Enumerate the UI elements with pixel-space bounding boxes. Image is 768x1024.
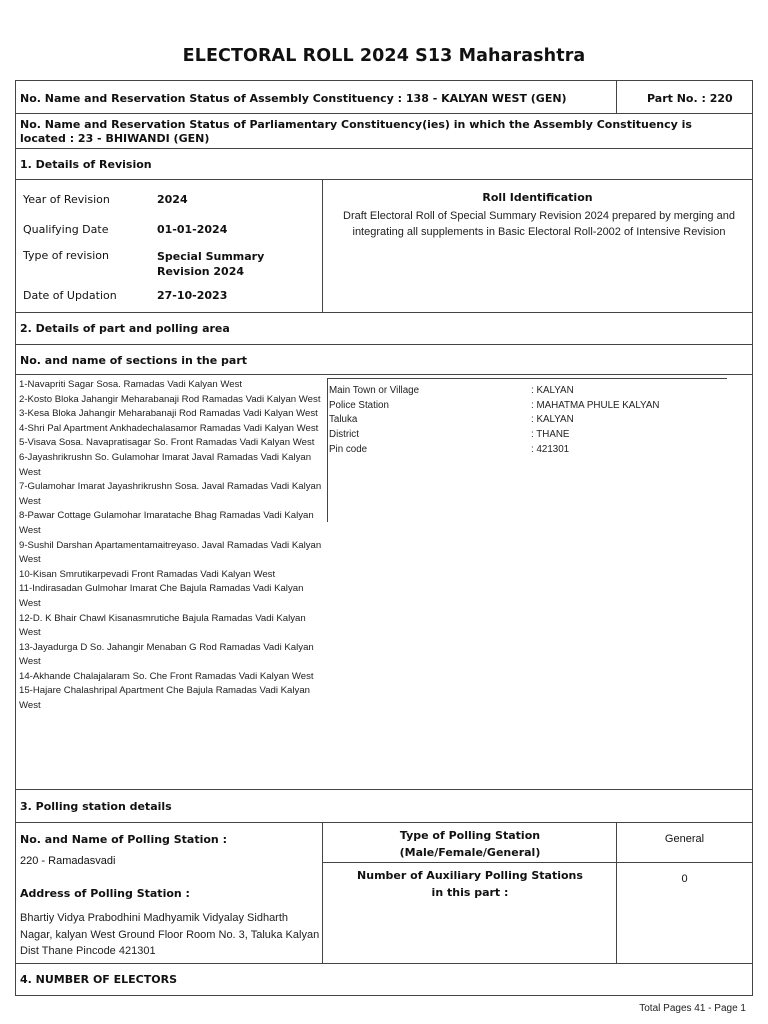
polling-station-address-label: Address of Polling Station :	[20, 887, 190, 900]
list-item: 5-Visava Sosa. Navapratisagar So. Front Ramadas Vadi Kalyan West	[19, 437, 315, 449]
list-item: 12-D. K Bhair Chawl Kisanasmrutiche Bajula Ramadas Vadi Kalyan West	[19, 612, 306, 639]
list-item: 7-Gulamohar Imarat Jayashrikrushn Sosa. Javal Ramadas Vadi Kalyan West	[19, 481, 322, 507]
list-item: 1-Navapriti Sagar Sosa. Ramadas Vadi Kalyan West	[19, 379, 243, 390]
list-item: 11-Indirasadan Gulmohar Imarat Che Bajula Ramadas Vadi Kalyan West	[19, 583, 304, 609]
revision-year-value: 2024	[157, 193, 188, 206]
area-info-label: District	[329, 429, 359, 441]
list-item: 10-Kisan Smrutikarpevadi Front Ramadas Vadi Kalyan West	[19, 568, 276, 580]
auxiliary-stations-label: Number of Auxiliary Polling Stations in this part :	[357, 869, 583, 899]
area-info-row	[329, 413, 729, 428]
roll-identification-text: Draft Electoral Roll of Special Summary Revision 2024 prepared by merging and integrating all supplements in Basic Electoral Roll-2002 of Intensive Revision	[343, 210, 735, 238]
list-item: 15-Hajare Chalashripal Apartment Che Bajula Ramadas Vadi Kalyan West	[19, 685, 310, 712]
updation-date-label: Date of Updation	[23, 289, 117, 302]
assembly-constituency: No. Name and Reservation Status of Assembly Constituency : 138 - KALYAN WEST (GEN)	[20, 92, 567, 105]
auxiliary-stations-value: 0	[681, 873, 688, 885]
part-number: Part No. : 220	[647, 92, 733, 105]
list-item: 3-Kesa Bloka Jahangir Meharabanaji Rod Ramadas Vadi Kalyan West	[19, 408, 318, 420]
sections-list	[19, 378, 327, 714]
area-info-label: Main Town or Village	[329, 385, 420, 396]
revision-year-label: Year of Revision	[23, 193, 110, 206]
area-info-value: : MAHATMA PHULE KALYAN	[531, 399, 660, 411]
document-title: ELECTORAL ROLL 2024 S13 Maharashtra	[182, 46, 586, 66]
polling-station-name-label: No. and Name of Polling Station :	[20, 833, 227, 846]
revision-heading: 1. Details of Revision	[20, 158, 152, 171]
area-info-value: : THANE	[531, 429, 570, 441]
parliamentary-constituency: No. Name and Reservation Status of Parliamentary Constituency(ies) in which the Assembly Constituency is located : 23 - BHIWANDI (GEN)	[20, 118, 692, 145]
list-item: 6-Jayashrikrushn So. Gulamohar Imarat Javal Ramadas Vadi Kalyan West	[19, 451, 312, 478]
area-info-value: : KALYAN	[531, 414, 574, 426]
polling-station-address-value: Bhartiy Vidya Prabodhini Madhyamik Vidyalay Sidharth Nagar, kalyan West Ground Floor Room No. 3, Taluka Kalyan Dist Thane Pincode 421301	[20, 912, 320, 957]
part-heading: 2. Details of part and polling area	[20, 322, 230, 335]
area-info	[329, 384, 729, 458]
electors-heading: 4. NUMBER OF ELECTORS	[20, 973, 177, 986]
revision-type-label: Type of revision	[23, 249, 109, 262]
area-info-label: Pin code	[329, 443, 368, 455]
polling-station-name-value: 220 - Ramadasvadi	[20, 855, 116, 867]
updation-date-value: 27-10-2023	[157, 289, 228, 302]
area-info-label: Police Station	[329, 399, 389, 411]
qualifying-date-label: Qualifying Date	[23, 223, 109, 236]
roll-identification-heading: Roll Identification	[482, 191, 593, 204]
area-info-row	[329, 443, 729, 458]
sections-heading: No. and name of sections in the part	[20, 354, 248, 367]
area-info-label: Taluka	[329, 414, 358, 426]
area-info-row	[329, 428, 729, 443]
area-info-row	[329, 384, 729, 399]
polling-heading: 3. Polling station details	[20, 800, 172, 813]
list-item: 13-Jayadurga D So. Jahangir Menaban G Rod Ramadas Vadi Kalyan West	[19, 641, 314, 668]
polling-station-type-label: Type of Polling Station (Male/Female/General)	[399, 829, 541, 859]
list-item: 14-Akhande Chalajalaram So. Che Front Ramadas Vadi Kalyan West	[19, 670, 314, 682]
list-item: 8-Pawar Cottage Gulamohar Imaratache Bhag Ramadas Vadi Kalyan West	[19, 510, 314, 536]
qualifying-date-value: 01-01-2024	[157, 223, 228, 236]
page-footer: Total Pages 41 - Page 1	[639, 1003, 746, 1014]
list-item: 9-Sushil Darshan Apartamentamaitreyaso. Javal Ramadas Vadi Kalyan West	[19, 539, 322, 566]
area-info-value: : KALYAN	[531, 385, 574, 396]
list-item: 2-Kosto Bloka Jahangir Meharabanaji Rod Ramadas Vadi Kalyan West	[19, 393, 321, 405]
list-item: 4-Shri Pal Apartment Ankhadechalasamor Ramadas Vadi Kalyan West	[19, 422, 319, 434]
area-info-value: : 421301	[531, 443, 570, 455]
polling-station-type-value: General	[664, 833, 705, 845]
area-info-row	[329, 399, 729, 414]
revision-type-value: Special Summary Revision 2024	[157, 250, 265, 278]
